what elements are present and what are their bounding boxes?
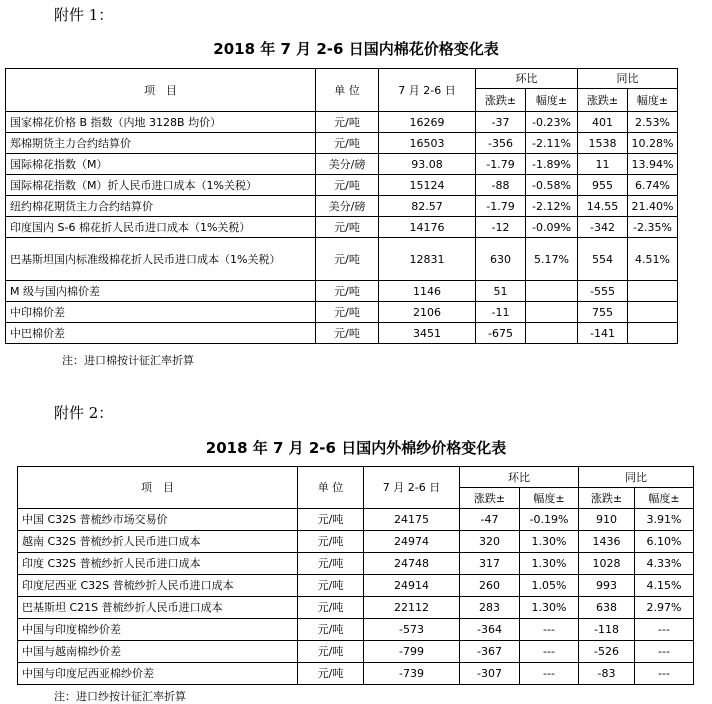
table-cell: 1028 — [579, 553, 635, 575]
table-cell: 中国与印度尼西亚棉纱价差 — [18, 663, 298, 685]
table-cell: 14176 — [379, 217, 476, 238]
table-cell: 中国与越南棉纱价差 — [18, 641, 298, 663]
attachment-1-label: 附件 1： — [54, 6, 114, 24]
table-cell: -2.35% — [628, 217, 678, 238]
table-cell — [526, 323, 578, 344]
table-cell: -88 — [476, 175, 526, 196]
header-mom-change: 涨跌± — [460, 488, 520, 509]
table-cell: -573 — [364, 619, 460, 641]
table-cell: 10.28% — [628, 133, 678, 154]
table-row — [6, 154, 678, 175]
table-cell: 21.40% — [628, 196, 678, 217]
table-row — [6, 323, 678, 344]
table-row — [18, 619, 694, 641]
table-cell: 22112 — [364, 597, 460, 619]
cotton-price-table — [5, 68, 678, 344]
table-cell: 巴基斯坦国内标准级棉花折人民币进口成本（1%关税） — [6, 238, 316, 281]
table-cell: 2.97% — [635, 597, 694, 619]
table-cell: 3451 — [379, 323, 476, 344]
table-cell: -0.58% — [526, 175, 578, 196]
table-cell: 元/吨 — [298, 619, 364, 641]
table-cell — [628, 302, 678, 323]
header-date: 7 月 2-6 日 — [364, 467, 460, 509]
table-cell: 元/吨 — [316, 302, 379, 323]
table-cell: 国家棉花价格 B 指数（内地 3128B 均价） — [6, 112, 316, 133]
table-cell: -526 — [579, 641, 635, 663]
table-row — [6, 217, 678, 238]
table-cell: -37 — [476, 112, 526, 133]
header-yoy: 同比 — [578, 69, 678, 89]
table-cell: --- — [635, 619, 694, 641]
table-cell: 955 — [578, 175, 628, 196]
table-cell: 4.33% — [635, 553, 694, 575]
header-mom-change: 涨跌± — [476, 89, 526, 112]
table-row — [6, 302, 678, 323]
table-cell: -0.09% — [526, 217, 578, 238]
table-cell: -0.23% — [526, 112, 578, 133]
table-1-title: 2018 年 7 月 2-6 日国内棉花价格变化表 — [213, 40, 499, 58]
table-cell: 3.91% — [635, 509, 694, 531]
table-cell: 16269 — [379, 112, 476, 133]
table-cell: -364 — [460, 619, 520, 641]
table-cell: 美分/磅 — [316, 154, 379, 175]
table-cell: 14.55 — [578, 196, 628, 217]
table-cell: 2.53% — [628, 112, 678, 133]
table-cell: 317 — [460, 553, 520, 575]
table-cell: 320 — [460, 531, 520, 553]
table-cell: 元/吨 — [298, 575, 364, 597]
table-cell: 元/吨 — [316, 281, 379, 302]
table-cell: 元/吨 — [298, 597, 364, 619]
table-cell: 中印棉价差 — [6, 302, 316, 323]
header-yoy: 同比 — [579, 467, 694, 488]
table-cell: -799 — [364, 641, 460, 663]
table-cell: --- — [520, 641, 579, 663]
table-cell: 2106 — [379, 302, 476, 323]
table-cell: 6.74% — [628, 175, 678, 196]
table-cell: 1.30% — [520, 531, 579, 553]
table-cell: 24748 — [364, 553, 460, 575]
header-yoy-pct: 幅度± — [628, 89, 678, 112]
table-cell: --- — [635, 641, 694, 663]
table-cell: 中国 C32S 普梳纱市场交易价 — [18, 509, 298, 531]
table-cell: 82.57 — [379, 196, 476, 217]
table-row — [18, 575, 694, 597]
table-row — [6, 238, 678, 281]
table-cell: 401 — [578, 112, 628, 133]
table-row — [18, 641, 694, 663]
table-row — [18, 531, 694, 553]
table-cell: 1.30% — [520, 553, 579, 575]
table-cell: -555 — [578, 281, 628, 302]
table-cell: 24914 — [364, 575, 460, 597]
table-cell: -11 — [476, 302, 526, 323]
table-cell: 12831 — [379, 238, 476, 281]
table-cell: 260 — [460, 575, 520, 597]
table-cell: 15124 — [379, 175, 476, 196]
table-cell: 美分/磅 — [316, 196, 379, 217]
table-row — [6, 133, 678, 154]
table-cell: 1436 — [579, 531, 635, 553]
table-cell: 13.94% — [628, 154, 678, 175]
header-yoy-pct: 幅度± — [635, 488, 694, 509]
table-cell: 中巴棉价差 — [6, 323, 316, 344]
table-cell: -367 — [460, 641, 520, 663]
table-cell: 元/吨 — [316, 217, 379, 238]
table-cell — [526, 302, 578, 323]
table-cell: 元/吨 — [298, 553, 364, 575]
table-cell: -739 — [364, 663, 460, 685]
table-2-title: 2018 年 7 月 2-6 日国内外棉纱价格变化表 — [205, 439, 507, 457]
table-cell: 755 — [578, 302, 628, 323]
header-mom-pct: 幅度± — [520, 488, 579, 509]
table-cell: 4.15% — [635, 575, 694, 597]
table-cell — [628, 323, 678, 344]
table-cell: 元/吨 — [316, 112, 379, 133]
table-cell: --- — [520, 619, 579, 641]
table-cell: 638 — [579, 597, 635, 619]
table-cell: -1.89% — [526, 154, 578, 175]
table-cell: 1.05% — [520, 575, 579, 597]
table-1-note: 注：进口棉按计征汇率折算 — [62, 354, 194, 367]
header-yoy-change: 涨跌± — [578, 89, 628, 112]
table-cell: -356 — [476, 133, 526, 154]
table-cell: 1.30% — [520, 597, 579, 619]
table-cell: -118 — [579, 619, 635, 641]
table-cell: 16503 — [379, 133, 476, 154]
table-cell: 元/吨 — [316, 323, 379, 344]
table-cell: 元/吨 — [298, 509, 364, 531]
table-row — [6, 112, 678, 133]
table-cell: 910 — [579, 509, 635, 531]
table-cell: 中国与印度棉纱价差 — [18, 619, 298, 641]
table-cell: 纽约棉花期货主力合约结算价 — [6, 196, 316, 217]
yarn-table-body — [18, 509, 694, 685]
table-cell: -307 — [460, 663, 520, 685]
table-cell: 93.08 — [379, 154, 476, 175]
table-cell: 元/吨 — [316, 133, 379, 154]
yarn-price-table — [17, 466, 694, 685]
table-row — [6, 196, 678, 217]
table-cell — [526, 281, 578, 302]
table-cell: -0.19% — [520, 509, 579, 531]
table-cell: -47 — [460, 509, 520, 531]
table-cell: 元/吨 — [298, 531, 364, 553]
table-cell: -141 — [578, 323, 628, 344]
table-cell: 元/吨 — [316, 238, 379, 281]
table-cell: 印度尼西亚 C32S 普梳纱折人民币进口成本 — [18, 575, 298, 597]
header-item: 项 目 — [6, 69, 316, 112]
header-mom: 环比 — [460, 467, 579, 488]
table-cell: -12 — [476, 217, 526, 238]
table-row — [18, 663, 694, 685]
table-cell: 1538 — [578, 133, 628, 154]
header-mom: 环比 — [476, 69, 578, 89]
table-row — [18, 509, 694, 531]
table-cell: -83 — [579, 663, 635, 685]
table-cell: -342 — [578, 217, 628, 238]
table-cell: 印度 C32S 普梳纱折人民币进口成本 — [18, 553, 298, 575]
table-cell: 元/吨 — [298, 641, 364, 663]
attachment-2-label: 附件 2： — [54, 404, 114, 422]
table-cell: 630 — [476, 238, 526, 281]
header-unit: 单 位 — [316, 69, 379, 112]
table-cell: 1146 — [379, 281, 476, 302]
table-cell: -2.12% — [526, 196, 578, 217]
table-cell: 国际棉花指数（M）折人民币进口成本（1%关税） — [6, 175, 316, 196]
header-item: 项 目 — [18, 467, 298, 509]
table-cell: --- — [520, 663, 579, 685]
table-cell: 印度国内 S-6 棉花折人民币进口成本（1%关税） — [6, 217, 316, 238]
table-cell: -1.79 — [476, 196, 526, 217]
table-cell: 6.10% — [635, 531, 694, 553]
header-date: 7 月 2-6 日 — [379, 69, 476, 112]
table-cell: 283 — [460, 597, 520, 619]
table-row — [6, 175, 678, 196]
table-row — [18, 553, 694, 575]
table-cell: 51 — [476, 281, 526, 302]
table-cell: 993 — [579, 575, 635, 597]
table-cell: 元/吨 — [316, 175, 379, 196]
table-cell: -675 — [476, 323, 526, 344]
table-cell: 越南 C32S 普梳纱折人民币进口成本 — [18, 531, 298, 553]
table-cell: 5.17% — [526, 238, 578, 281]
table-cell: -2.11% — [526, 133, 578, 154]
table-cell: 24175 — [364, 509, 460, 531]
table-cell: 元/吨 — [298, 663, 364, 685]
table-cell: 国际棉花指数（M） — [6, 154, 316, 175]
table-cell: 郑棉期货主力合约结算价 — [6, 133, 316, 154]
table-cell: 4.51% — [628, 238, 678, 281]
table-cell: M 级与国内棉价差 — [6, 281, 316, 302]
table-row — [18, 597, 694, 619]
cotton-table-body — [6, 112, 678, 344]
table-cell — [628, 281, 678, 302]
table-row — [6, 281, 678, 302]
table-cell: 554 — [578, 238, 628, 281]
table-cell: -1.79 — [476, 154, 526, 175]
table-cell: 24974 — [364, 531, 460, 553]
table-2-note: 注：进口纱按计征汇率折算 — [54, 690, 186, 703]
table-cell: 11 — [578, 154, 628, 175]
table-cell: 巴基斯坦 C21S 普梳纱折人民币进口成本 — [18, 597, 298, 619]
header-yoy-change: 涨跌± — [579, 488, 635, 509]
table-cell: --- — [635, 663, 694, 685]
header-mom-pct: 幅度± — [526, 89, 578, 112]
header-unit: 单 位 — [298, 467, 364, 509]
